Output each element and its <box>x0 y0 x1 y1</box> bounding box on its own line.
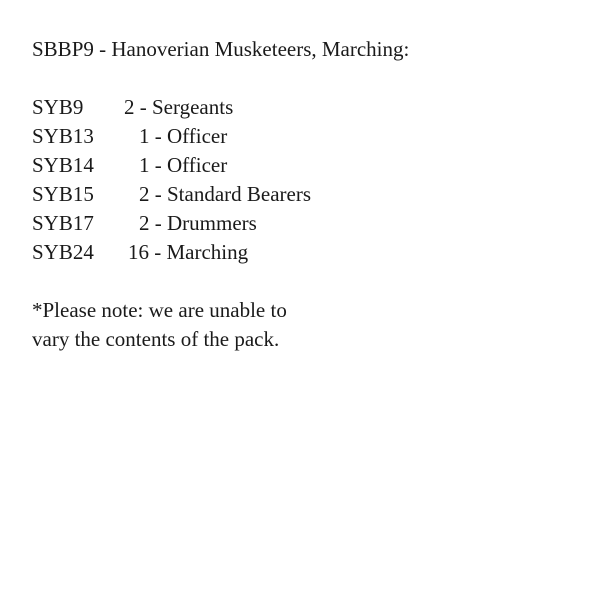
pack-note <box>32 296 572 354</box>
pack-item-row <box>32 209 572 238</box>
item-code: SYB9 <box>32 95 84 119</box>
pack-title: SBBP9 - Hanoverian Musketeers, Marching: <box>32 37 410 61</box>
item-description: 16 - Marching <box>128 240 249 264</box>
note-line: vary the contents of the pack. <box>32 327 280 351</box>
pack-item-row <box>32 122 572 151</box>
item-description: 1 - Officer <box>139 153 228 177</box>
pack-item-row <box>32 93 572 122</box>
item-code: SYB24 <box>32 240 94 264</box>
pack-item-row <box>32 238 572 267</box>
item-code: SYB13 <box>32 124 94 148</box>
pack-item-row <box>32 180 572 209</box>
item-description: 2 - Standard Bearers <box>139 182 312 206</box>
pack-item-list <box>32 93 572 267</box>
note-line: *Please note: we are unable to <box>32 298 287 322</box>
pack-item-row <box>32 151 572 180</box>
item-description: 1 - Officer <box>139 124 228 148</box>
item-code: SYB15 <box>32 182 94 206</box>
item-description: 2 - Sergeants <box>124 95 234 119</box>
pack-contents-document <box>32 35 572 354</box>
item-code: SYB17 <box>32 211 94 235</box>
item-description: 2 - Drummers <box>139 211 257 235</box>
item-code: SYB14 <box>32 153 94 177</box>
